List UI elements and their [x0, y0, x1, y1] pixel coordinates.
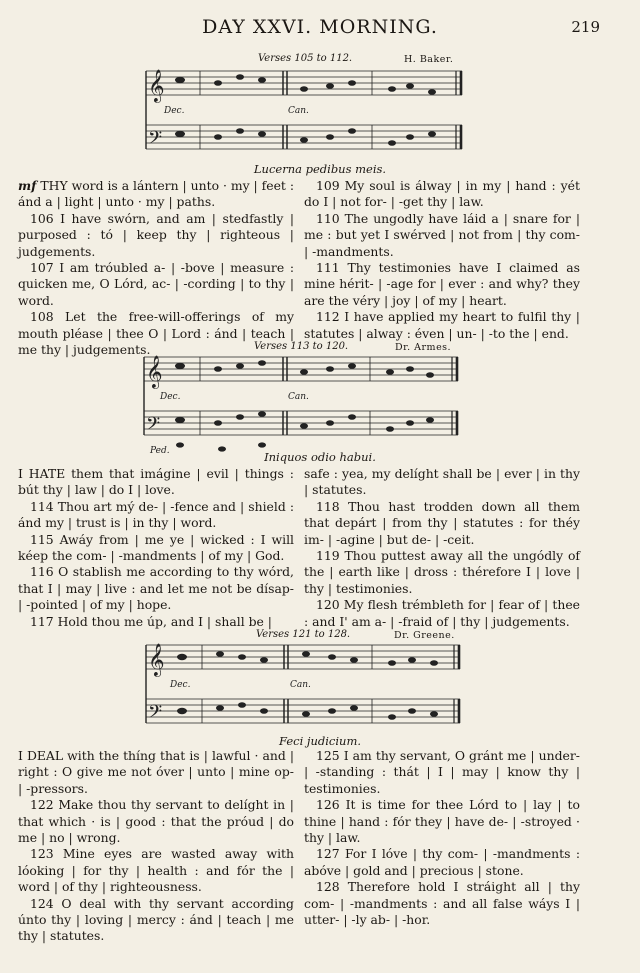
chant-2: [0, 340, 640, 465]
chant-latin-title: Feci judicium.: [278, 734, 362, 748]
psalm-column-right: [304, 466, 580, 630]
dec-label: Dec.: [160, 392, 181, 402]
ped-label: Ped.: [150, 446, 170, 456]
page-title: DAY XXVI. MORNING.: [202, 16, 438, 38]
verse: 109 My soul is álway | in my | hand : yét do I | not for- | -get thy | law.: [304, 178, 580, 210]
page-number: 219: [571, 18, 600, 36]
svg-text:𝄞: 𝄞: [146, 355, 163, 388]
verse: 112 I have applied my heart to fulfil thy | statutes | alway : éven | un- | -to the | end.: [304, 309, 580, 341]
verse: 122 Make thou thy servant to delíght in | that which · is | good : that the próud | do me | no | wrong.: [18, 797, 294, 846]
verse: 119 Thou puttest away all the ungódly of the | earth like | dross : thérefore I | love | thy | testimonies.: [304, 548, 580, 596]
verse: 117 Hold thou me úp, and I | shall be |: [30, 613, 272, 629]
chant-verses: Verses 113 to 120.: [254, 341, 349, 352]
svg-text:𝄢: 𝄢: [146, 414, 161, 439]
dynamic-mark: mf: [18, 178, 37, 193]
verse: 110 The ungodly have láid a | snare for | me : but yet I swérved | not from | thy com- | -mandments.: [304, 210, 580, 259]
verse: 107 I am tróubled a- | -bove | measure : quicken me, O Lórd, ac- | -cording | to thy | word.: [18, 260, 294, 308]
chant-latin-title: Iniquos odio habui.: [264, 450, 376, 464]
verse: 125 I am thy servant, O gránt me | under- | -standing : thát | I | may | know thy | testimonies.: [304, 748, 580, 796]
verse: 111 Thy testimonies have I claimed as mine hérit- | -age for | ever : and why? they are the véry | joy | of my | heart.: [304, 260, 580, 308]
verse: I DEAL with the thíng that is | lawful · and | right : O give me not óver | unto | mine op- | -pressors.: [18, 748, 294, 796]
chant-verses: Verses 121 to 128.: [256, 629, 351, 640]
psalm-column-right: [304, 748, 580, 928]
svg-text:𝄞: 𝄞: [148, 69, 165, 102]
verse: 123 Mine eyes are wasted away with lóoking | for thy | health : and fór the | word | of thy | righteousness.: [18, 846, 294, 895]
can-label: Can.: [290, 680, 311, 690]
chant-composer: Dr. Greene.: [394, 630, 455, 641]
verse: 126 It is time for thee Lórd to | lay | to thine | hand : fór they | have de- | -stroyed · thy | law.: [304, 797, 580, 846]
chant-1: [0, 52, 640, 177]
verse: 128 Therefore hold I stráight all | thy com- | -mandments : and all false wáys I | utter- | -ly ab- | -hor.: [304, 879, 580, 928]
music-score: [0, 65, 640, 175]
psalm-column-left: [18, 178, 294, 358]
svg-text:𝄢: 𝄢: [148, 128, 163, 153]
verse: safe : yea, my delíght shall be | ever | in thy | statutes.: [304, 466, 580, 498]
verse: 108 Let the free-will-offerings of my mouth pléase | thee O | Lord : ánd | teach | me thy | judgements.: [18, 309, 294, 358]
verse: 115 Awáy from | me ye | wicked : I will kéep the com- | -mandments | of my | God.: [18, 531, 294, 564]
chant-composer: Dr. Armes.: [395, 342, 452, 353]
verse: 127 For I lóve | thy com- | -mandments : abóve | gold and | precious | stone.: [304, 846, 580, 878]
chant-verses: Verses 105 to 112.: [258, 53, 353, 64]
psalm-column-right: [304, 178, 580, 342]
verse: 124 O deal with thy servant according únto thy | loving | mercy : ánd | teach | me thy | statutes.: [18, 895, 294, 944]
svg-text:𝄢: 𝄢: [148, 702, 163, 727]
svg-text:𝄞: 𝄞: [148, 643, 165, 676]
dec-label: Dec.: [170, 680, 191, 690]
psalm-column-left: [18, 466, 294, 630]
verse: mf THY word is a lántern | unto · my | feet : ánd a | light | unto · my | paths.: [18, 178, 294, 210]
chant-latin-title: Lucerna pedibus meis.: [253, 162, 387, 176]
chant-composer: H. Baker.: [404, 54, 454, 65]
can-label: Can.: [288, 106, 309, 116]
verse: I HATE them that imágine | evil | things : bút thy | law | do I | love.: [18, 466, 294, 498]
music-score: [0, 353, 640, 463]
page-header: [0, 14, 640, 42]
chant-3: [0, 628, 640, 750]
verse: 116 O stablish me according to thy wórd, that I | may | live : and let me not be dísap- | -pointed | of my | hope.: [18, 564, 294, 613]
verse: 114 Thou art mý de- | -fence and | shield : ánd my | trust is | in thy | word.: [18, 498, 294, 531]
can-label: Can.: [288, 392, 309, 402]
verse: 120 My flesh trémbleth for | fear of | thee : and I' am a- | -fraid of | thy | judgements.: [304, 597, 580, 629]
verse: 106 I have swórn, and am | stedfastly | purposed : tó | keep thy | righteous | judgements.: [18, 210, 294, 259]
psalm-column-left: [18, 748, 294, 945]
verse: 118 Thou hast trodden down all them that depárt | from thy | statutes : for théy im- | -agine | but de- | -ceit.: [304, 498, 580, 547]
music-score: [0, 641, 640, 749]
dec-label: Dec.: [164, 106, 185, 116]
